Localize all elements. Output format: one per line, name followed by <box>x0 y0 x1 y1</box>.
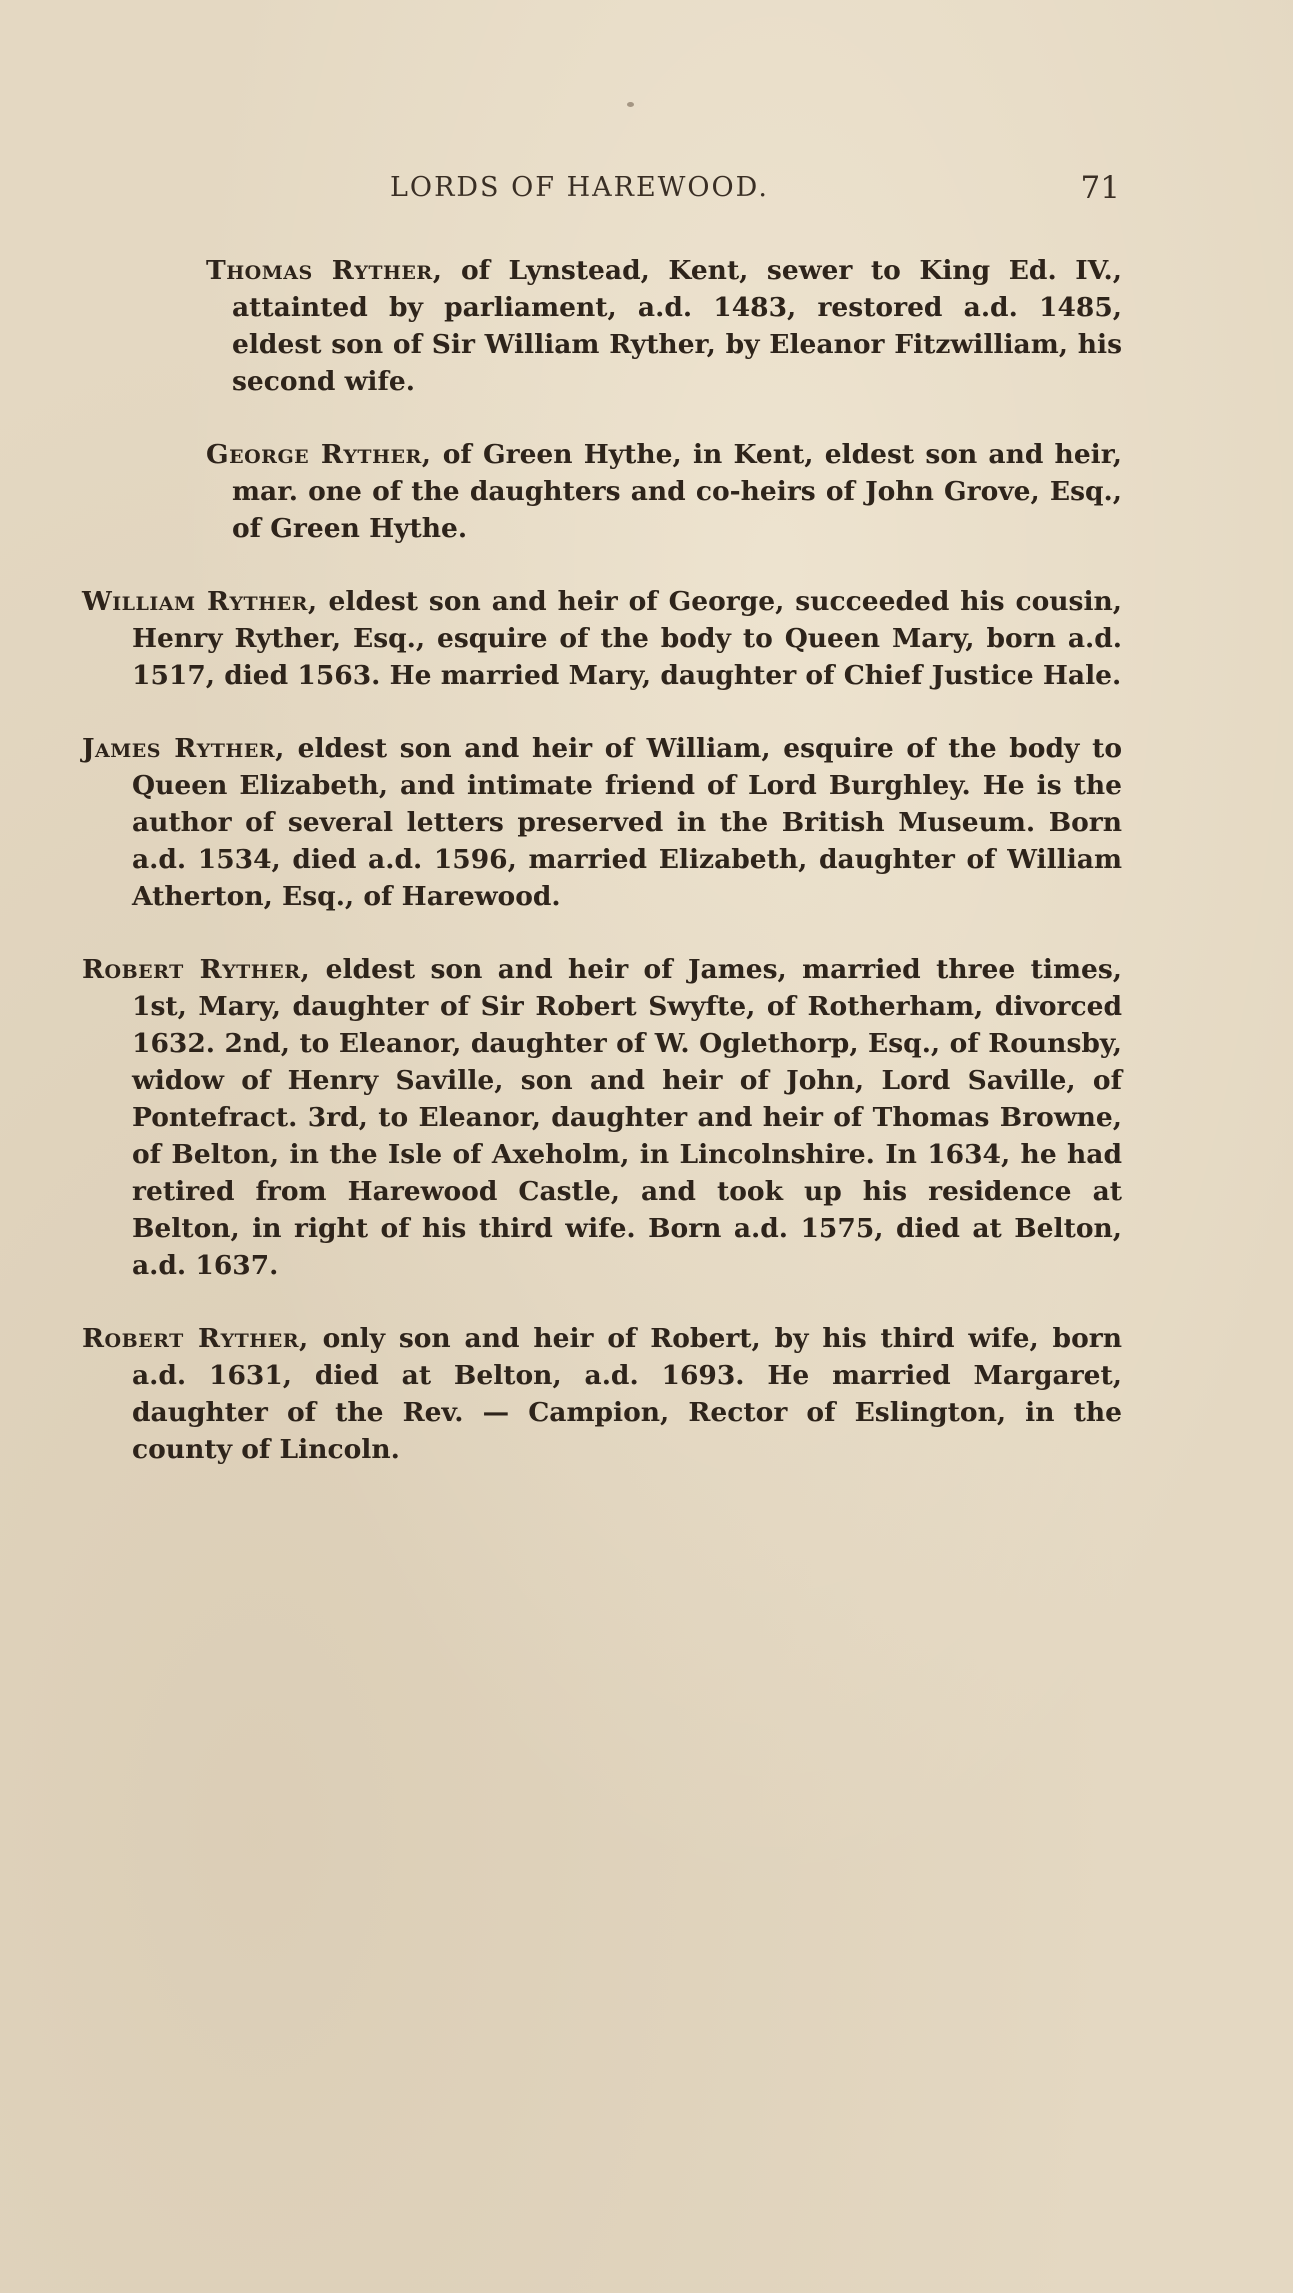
entry-thomas-ryther <box>82 252 1122 400</box>
entry-robert-ryther-elder <box>82 951 1122 1284</box>
entry-text: eldest son and heir of James, married three times, 1st, Mary, daughter of Sir Robert Swyfte, of Rotherham, divorced 1632. 2nd, to Eleanor, daughter of W. Oglethorp, Esq., of Rounsby, widow of Henry Saville, son and heir of John, Lord Saville, of Pontefract. 3rd, to Eleanor, daughter and heir of Thomas Browne, of Belton, in the Isle of Axeholm, in Lincolnshire. In 1634, he had retired from Harewood Castle, and took up his residence at Belton, in right of his third wife. Born a.d. 1575, died at Belton, a.d. 1637. <box>132 954 1122 1281</box>
entry-text: of Lynstead, Kent, sewer to King Ed. IV., attainted by parliament, a.d. 1483, restored a.d. 1485, eldest son of Sir William Ryther, by Eleanor Fitzwilliam, his second wife. <box>232 255 1122 397</box>
entry-william-ryther <box>82 583 1122 694</box>
entry-text: eldest son and heir of George, succeeded his cousin, Henry Ryther, Esq., esquire of the body to Queen Mary, born a.d. 1517, died 1563. He married Mary, daughter of Chief Justice Hale. <box>132 586 1123 691</box>
running-title: LORDS OF HAREWOOD. <box>390 172 769 203</box>
entry-text: eldest son and heir of William, esquire of the body to Queen Elizabeth, and intimate friend of Lord Burghley. He is the author of several letters preserved in the British Museum. Born a.d. 1534, died a.d. 1596, married Elizabeth, daughter of William Atherton, Esq., of Harewood. <box>132 733 1122 912</box>
ink-speck <box>627 102 634 107</box>
entry-name: William Ryther, <box>82 586 318 617</box>
entry-name: Robert Ryther, <box>82 954 311 985</box>
running-head <box>90 172 1120 212</box>
genealogy-entries <box>82 252 1122 1504</box>
entry-name: George Ryther, <box>206 439 432 470</box>
entry-george-ryther <box>82 436 1122 547</box>
entry-name: Robert Ryther, <box>82 1323 309 1354</box>
entry-name: Thomas Ryther, <box>206 255 443 286</box>
entry-text: only son and heir of Robert, by his third wife, born a.d. 1631, died at Belton, a.d. 1693. He married Margaret, daughter of the Rev. — Campion, Rector of Eslington, in the county of Lincoln. <box>132 1323 1122 1465</box>
entry-name: James Ryther, <box>82 733 285 764</box>
entry-text: of Green Hythe, in Kent, eldest son and heir, mar. one of the daughters and co-heirs of John Grove, Esq., of Green Hythe. <box>232 439 1123 544</box>
entry-james-ryther <box>82 730 1122 915</box>
page-number: 71 <box>1080 170 1120 206</box>
entry-robert-ryther-younger <box>82 1320 1122 1468</box>
